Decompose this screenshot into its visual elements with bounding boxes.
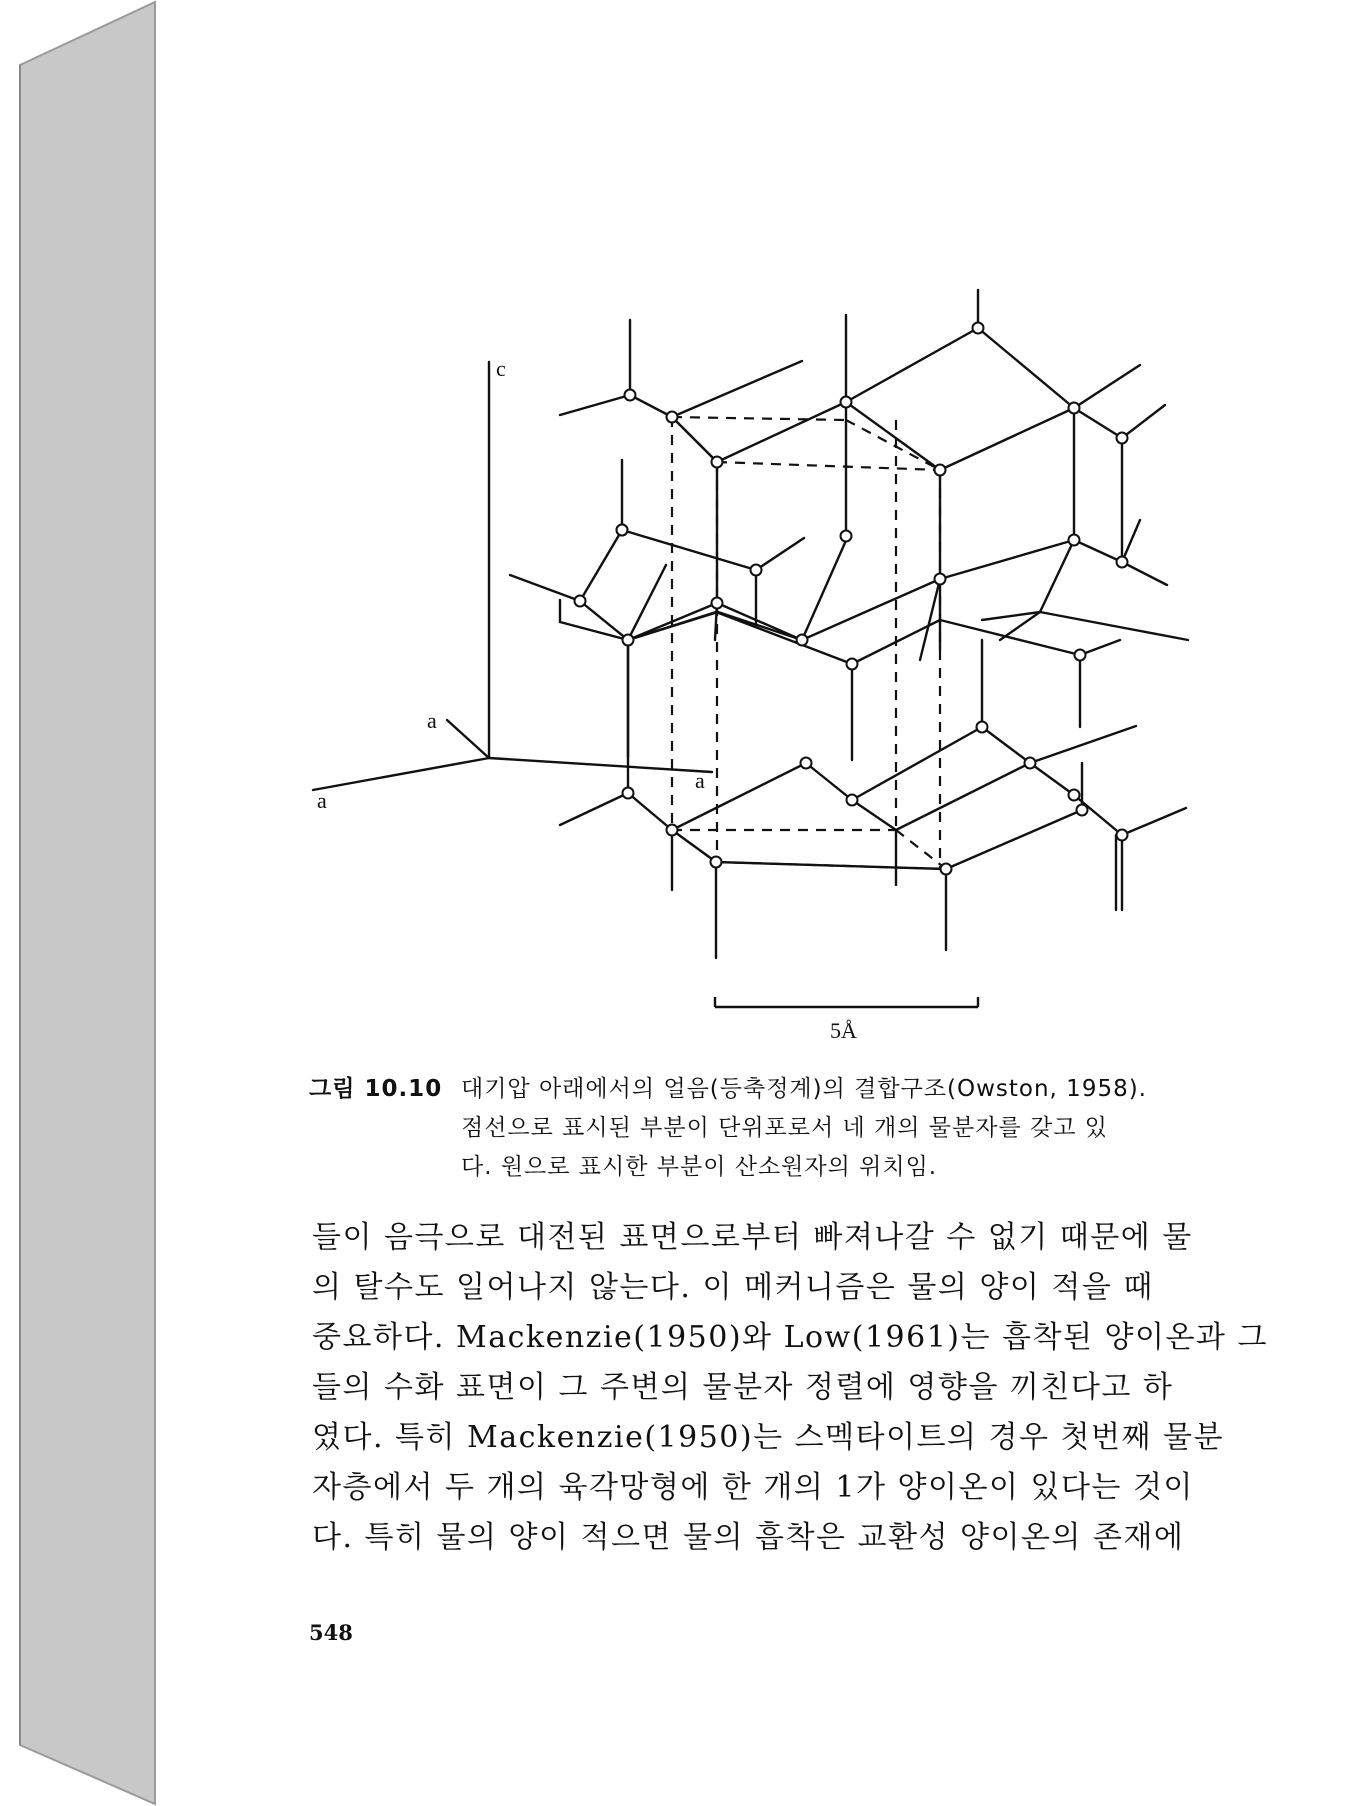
caption-label: 그림 10.10 bbox=[309, 1076, 443, 1102]
axis-label-c: c bbox=[496, 356, 506, 381]
body-line: 였다. 특히 Mackenzie(1950)는 스멕타이트의 경우 첫번째 물분 bbox=[312, 1420, 1224, 1455]
body-line: 들이 음극으로 대전된 표면으로부터 빠져나갈 수 없기 때문에 물 bbox=[312, 1220, 1193, 1255]
body-line: 자층에서 두 개의 육각망형에 한 개의 1가 양이온이 있다는 것이 bbox=[312, 1470, 1194, 1505]
caption-line: 다. 원으로 표시한 부분이 산소원자의 위치임. bbox=[461, 1154, 938, 1180]
caption-line: 대기압 아래에서의 얼음(등축정계)의 결합구조(Owston, 1958). bbox=[461, 1076, 1147, 1102]
page-number: 548 bbox=[309, 1620, 353, 1645]
axis-label-a-left: a bbox=[317, 788, 327, 813]
axis-label-a-upper: a bbox=[427, 708, 437, 733]
body-line: 들의 수화 표면이 그 주변의 물분자 정렬에 영향을 끼친다고 하 bbox=[312, 1370, 1174, 1405]
body-line: 의 탈수도 일어나지 않는다. 이 메커니즘은 물의 양이 적을 때 bbox=[312, 1270, 1154, 1305]
caption-line: 점선으로 표시된 부분이 단위포로서 네 개의 물분자를 갖고 있 bbox=[461, 1115, 1108, 1141]
body-line: 중요하다. Mackenzie(1950)와 Low(1961)는 흡착된 양이온과 그 bbox=[312, 1320, 1268, 1355]
axis-label-a-right: a bbox=[695, 768, 705, 793]
scale-bar-label: 5Å bbox=[830, 1018, 857, 1043]
body-line: 다. 특히 물의 양이 적으면 물의 흡착은 교환성 양이온의 존재에 bbox=[312, 1520, 1185, 1555]
